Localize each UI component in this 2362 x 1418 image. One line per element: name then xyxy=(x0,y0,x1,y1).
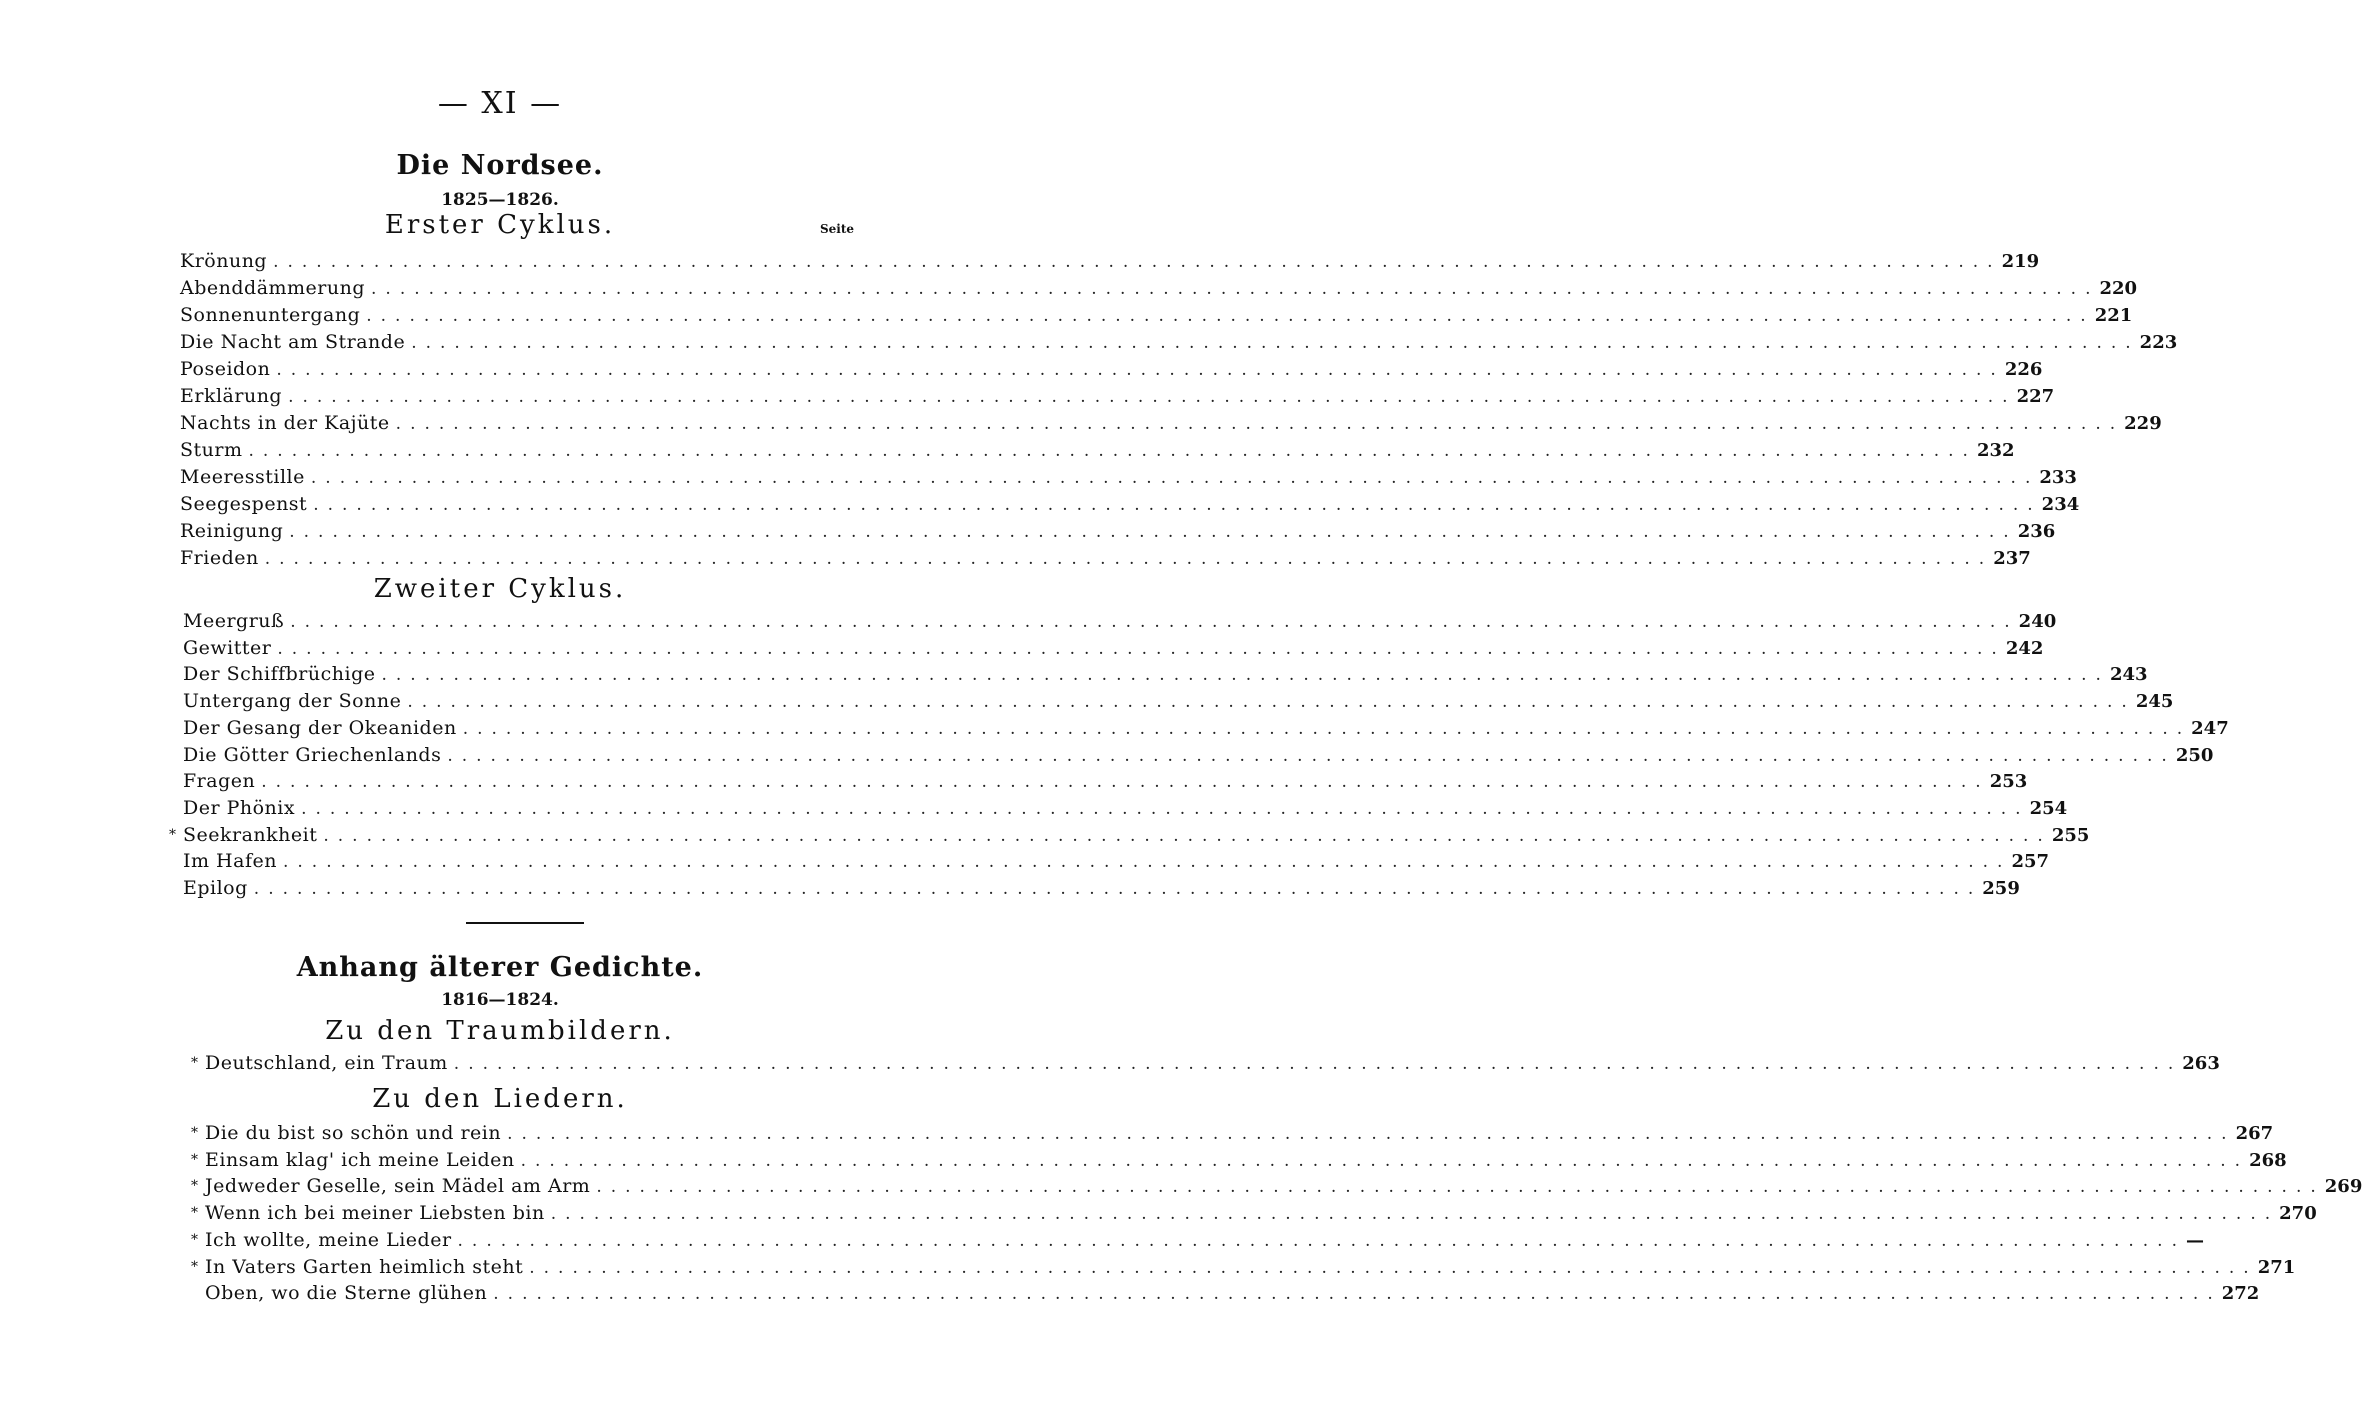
entry-title: Deutschland, ein Traum xyxy=(205,1052,448,1074)
toc-entry xyxy=(205,1280,2260,1306)
dot-leader: ........................................................................................................................ xyxy=(395,414,2125,434)
dot-leader: ........................................................................................................................ xyxy=(381,665,2110,686)
toc-entry xyxy=(180,302,2133,328)
entry-title: Sonnenuntergang xyxy=(180,304,361,326)
entry-title: Die Götter Griechenlands xyxy=(183,743,442,766)
dot-leader: ........................................................................................................................ xyxy=(520,1150,2250,1171)
entry-marker: * xyxy=(191,1055,198,1071)
entry-page-number: 240 xyxy=(2018,611,2057,632)
dot-leader: ........................................................................................................................ xyxy=(596,1177,2325,1198)
toc-entry xyxy=(183,608,2057,634)
entry-page-number: 269 xyxy=(2324,1176,2362,1198)
entry-page-number: 255 xyxy=(2051,824,2090,846)
dot-leader: ........................................................................................................................ xyxy=(323,825,2052,846)
entry-title: Meeresstille xyxy=(180,466,305,488)
entry-marker: * xyxy=(191,1231,198,1248)
entry-marker: * xyxy=(191,1205,198,1222)
toc-entry xyxy=(169,822,2090,848)
dot-leader: ........................................................................................................................ xyxy=(493,1284,2222,1305)
dot-leader: ........................................................................................................................ xyxy=(301,798,2030,819)
dot-leader: ........................................................................................................................ xyxy=(529,1257,2258,1278)
entry-page-number: 223 xyxy=(2139,332,2178,353)
dot-leader: ........................................................................................................................ xyxy=(462,718,2192,739)
entry-title: Gewitter xyxy=(183,636,272,659)
dot-leader: ........................................................................................................................ xyxy=(366,306,2095,326)
entry-title: Die Nacht am Strande xyxy=(180,331,406,353)
entry-page-number: 229 xyxy=(2124,413,2162,434)
entry-page-number: 263 xyxy=(2182,1053,2220,1074)
dot-leader: ........................................................................................................................ xyxy=(276,360,2005,380)
toc-entry xyxy=(183,875,2020,901)
toc-entry xyxy=(183,688,2174,714)
entry-title: In Vaters Garten heimlich steht xyxy=(205,1255,524,1278)
entry-page-number: 221 xyxy=(2094,305,2133,326)
toc-entry xyxy=(183,715,2229,741)
entry-title: Meergruß xyxy=(183,610,285,632)
toc-entry xyxy=(180,491,2080,517)
page-number: — XI — xyxy=(437,86,563,121)
dot-leader: ........................................................................................................................ xyxy=(407,692,2136,713)
entry-title: Sturm xyxy=(180,439,243,461)
toc-entry xyxy=(191,1147,2287,1173)
dot-leader: ........................................................................................................................ xyxy=(264,549,1994,569)
entry-page-number: 236 xyxy=(2017,521,2056,542)
entry-title: Untergang der Sonne xyxy=(183,690,402,713)
entry-page-number: 254 xyxy=(2029,797,2068,819)
toc-entry xyxy=(180,356,2043,382)
section-title-nordsee: Die Nordsee. xyxy=(396,150,604,181)
dot-leader: ........................................................................................................................ xyxy=(550,1204,2280,1225)
toc-entry xyxy=(180,275,2138,301)
entry-title: Die du bist so schön und rein xyxy=(205,1122,502,1144)
toc-entry xyxy=(180,410,2162,436)
toc-entry xyxy=(191,1120,2274,1146)
entry-title: Der Schiffbrüchige xyxy=(183,663,376,686)
toc-entry xyxy=(180,383,2055,409)
entry-title: Seekrankheit xyxy=(183,823,318,846)
dot-leader: ........................................................................................................................ xyxy=(290,612,2019,632)
toc-entry xyxy=(183,742,2214,768)
entry-page-number: 220 xyxy=(2099,278,2138,299)
dot-leader: ........................................................................................................................ xyxy=(507,1124,2236,1144)
entry-page-number: 237 xyxy=(1993,548,2031,569)
toc-entry xyxy=(180,329,2178,355)
toc-entry xyxy=(183,848,2050,874)
entry-title: Einsam klag' ich meine Leiden xyxy=(205,1148,515,1171)
entry-title: Im Hafen xyxy=(183,850,277,873)
entry-page-number: 271 xyxy=(2257,1256,2296,1278)
entry-page-number: 232 xyxy=(1976,440,2015,461)
entry-title: Poseidon xyxy=(180,358,271,380)
dot-leader: ........................................................................................................................ xyxy=(248,441,1977,461)
entry-title: Reinigung xyxy=(180,520,284,542)
section-years-anhang: 1816—1824. xyxy=(441,990,559,1010)
entry-page-number: 245 xyxy=(2135,691,2174,713)
entry-title: Epilog xyxy=(183,877,248,899)
entry-page-number: 253 xyxy=(1989,771,2028,793)
toc-entry xyxy=(180,545,2031,571)
entry-page-number: — xyxy=(2186,1229,2204,1251)
entry-title: Wenn ich bei meiner Liebsten bin xyxy=(205,1202,545,1225)
entry-page-number: 226 xyxy=(2004,359,2043,380)
entry-page-number: 259 xyxy=(1982,878,2020,899)
entry-page-number: 234 xyxy=(2041,494,2080,515)
entry-title: Seegespenst xyxy=(180,493,308,515)
section-divider xyxy=(466,922,584,924)
entry-marker: * xyxy=(191,1258,198,1275)
dot-leader: ........................................................................................................................ xyxy=(453,1054,2183,1074)
entry-title: Frieden xyxy=(180,547,259,569)
dot-leader: ........................................................................................................................ xyxy=(277,638,2006,659)
entry-page-number: 227 xyxy=(2016,386,2055,407)
toc-entry xyxy=(183,661,2148,687)
entry-marker: * xyxy=(191,1125,198,1141)
entry-page-number: 257 xyxy=(2011,851,2050,873)
entry-title: Jedweder Geselle, sein Mädel am Arm xyxy=(205,1175,591,1198)
entry-marker: * xyxy=(191,1151,198,1168)
entry-page-number: 250 xyxy=(2175,744,2214,766)
section-title-anhang: Anhang älterer Gedichte. xyxy=(296,952,704,983)
entry-page-number: 272 xyxy=(2221,1283,2260,1305)
entry-title: Oben, wo die Sterne glühen xyxy=(205,1282,488,1305)
entry-marker: * xyxy=(169,826,176,843)
entry-title: Ich wollte, meine Lieder xyxy=(205,1228,452,1251)
dot-leader: ........................................................................................................................ xyxy=(253,879,1983,899)
toc-entry xyxy=(191,1200,2317,1226)
dot-leader: ........................................................................................................................ xyxy=(273,252,2002,272)
entry-marker: * xyxy=(191,1178,198,1195)
entry-title: Abenddämmerung xyxy=(180,277,366,299)
toc-entry xyxy=(180,518,2056,544)
cycle-title-zweiter: Zweiter Cyklus. xyxy=(373,574,627,604)
toc-entry xyxy=(183,635,2044,661)
entry-page-number: 219 xyxy=(2001,251,2040,272)
entry-title: Krönung xyxy=(180,250,268,272)
toc-entry xyxy=(183,795,2068,821)
section-years-nordsee: 1825—1826. xyxy=(441,190,559,210)
dot-leader: ........................................................................................................................ xyxy=(282,852,2012,873)
entry-title: Der Phönix xyxy=(183,796,296,819)
toc-entry xyxy=(183,768,2028,794)
toc-entry xyxy=(180,248,2040,274)
entry-title: Nachts in der Kajüte xyxy=(180,412,390,434)
toc-entry xyxy=(191,1254,2296,1280)
entry-title: Erklärung xyxy=(180,385,283,407)
dot-leader: ........................................................................................................................ xyxy=(371,279,2100,299)
dot-leader: ........................................................................................................................ xyxy=(457,1230,2186,1251)
entry-title: Der Gesang der Okeaniden xyxy=(183,716,457,739)
dot-leader: ........................................................................................................................ xyxy=(310,468,2040,488)
entry-page-number: 242 xyxy=(2005,637,2044,659)
entry-page-number: 270 xyxy=(2279,1203,2317,1225)
cycle-title-erster: Erster Cyklus. xyxy=(384,210,616,240)
group-title-liedern: Zu den Liedern. xyxy=(372,1084,628,1114)
dot-leader: ........................................................................................................................ xyxy=(313,495,2042,515)
seite-label: Seite xyxy=(820,222,855,236)
toc-entry xyxy=(191,1173,2362,1199)
entry-page-number: 243 xyxy=(2109,664,2148,686)
toc-entry xyxy=(180,464,2077,490)
dot-leader: ........................................................................................................................ xyxy=(411,333,2140,353)
entry-page-number: 268 xyxy=(2249,1149,2287,1171)
dot-leader: ........................................................................................................................ xyxy=(289,522,2018,542)
entry-page-number: 233 xyxy=(2039,467,2077,488)
toc-entry xyxy=(191,1227,2204,1253)
dot-leader: ........................................................................................................................ xyxy=(288,387,2017,407)
entry-page-number: 247 xyxy=(2191,717,2229,739)
entry-page-number: 267 xyxy=(2235,1123,2274,1144)
toc-entry xyxy=(191,1050,2220,1076)
dot-leader: ........................................................................................................................ xyxy=(261,772,1990,793)
toc-entry xyxy=(180,437,2015,463)
entry-title: Fragen xyxy=(183,770,256,793)
dot-leader: ........................................................................................................................ xyxy=(447,745,2176,766)
group-title-traumbildern: Zu den Traumbildern. xyxy=(325,1016,675,1046)
